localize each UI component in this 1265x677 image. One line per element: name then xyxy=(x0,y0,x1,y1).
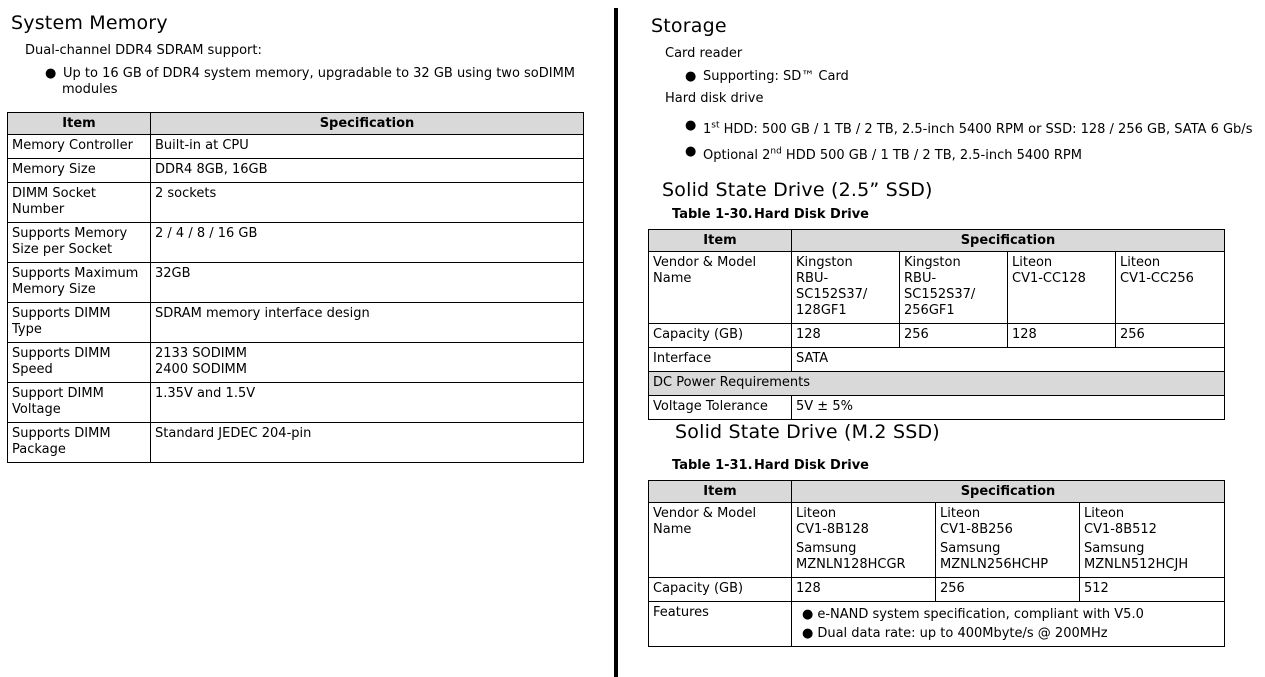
table-row xyxy=(649,602,1225,647)
table-row xyxy=(649,324,1225,348)
voltage-value: 5V ± 5% xyxy=(792,396,1225,420)
memory-item-cell: Memory Controller xyxy=(8,135,151,159)
table-row xyxy=(8,343,584,383)
capacity-cell: 256 xyxy=(900,324,1008,348)
card-reader-bullet xyxy=(685,69,849,85)
vendor-cell: Liteon CV1-CC128 xyxy=(1008,252,1116,324)
hdd-label: Hard disk drive xyxy=(665,91,764,106)
interface-label: Interface xyxy=(649,348,792,372)
memory-item-cell: Supports DIMM Package xyxy=(8,423,151,463)
capacity-cell: 256 xyxy=(936,578,1080,602)
column-divider xyxy=(614,8,618,677)
memory-spec-table xyxy=(7,112,584,463)
interface-value: SATA xyxy=(792,348,1225,372)
memory-intro: Dual-channel DDR4 SDRAM support: xyxy=(25,43,262,58)
table-row xyxy=(649,348,1225,372)
memory-item-cell: Supports Maximum Memory Size xyxy=(8,263,151,303)
bullet-icon: ● xyxy=(802,607,814,622)
table-row xyxy=(649,252,1225,324)
header-item: Item xyxy=(8,113,151,135)
table-caption-1-31: Table 1-31.Hard Disk Drive xyxy=(672,458,870,473)
capacity-cell: 128 xyxy=(792,324,900,348)
dc-power-heading: DC Power Requirements xyxy=(649,372,1225,396)
memory-spec-cell: SDRAM memory interface design xyxy=(151,303,584,343)
capacity-cell: 256 xyxy=(1116,324,1225,348)
table-row xyxy=(8,183,584,223)
hdd1-text: 1st HDD: 500 GB / 1 TB / 2 TB, 2.5-inch 5400 RPM or SSD: 128 / 256 GB, SATA 6 Gb/s xyxy=(703,121,1253,138)
table-row xyxy=(649,503,1225,578)
header-specification: Specification xyxy=(151,113,584,135)
capacity-label: Capacity (GB) xyxy=(649,578,792,602)
table-header-row xyxy=(649,230,1225,252)
ssd25-spec-table xyxy=(648,229,1225,420)
capacity-cell: 128 xyxy=(792,578,936,602)
memory-item-cell: Supports DIMM Speed xyxy=(8,343,151,383)
bullet-icon: ● xyxy=(685,144,697,159)
header-specification: Specification xyxy=(792,230,1225,252)
table-row xyxy=(649,372,1225,396)
memory-spec-cell: 1.35V and 1.5V xyxy=(151,383,584,423)
feature-item: ● e-NAND system specification, compliant with V5.0 xyxy=(802,607,1144,622)
table-row xyxy=(8,423,584,463)
vendor-cell: Liteon CV1-CC256 xyxy=(1116,252,1225,324)
features-label: Features xyxy=(649,602,792,647)
table-header-row xyxy=(649,481,1225,503)
card-reader-value: Supporting: SD™ Card xyxy=(703,69,849,84)
table-row xyxy=(8,223,584,263)
vendor-cell: Liteon CV1-8B256 Samsung MZNLN256HCHP xyxy=(936,503,1080,578)
table-row xyxy=(8,303,584,343)
ssdm2-spec-table xyxy=(648,480,1225,647)
header-specification: Specification xyxy=(792,481,1225,503)
section-title-system-memory: System Memory xyxy=(11,12,168,34)
capacity-cell: 128 xyxy=(1008,324,1116,348)
table-row xyxy=(8,135,584,159)
vendor-cell: Kingston RBU-SC152S37/ 128GF1 xyxy=(792,252,900,324)
table-header-row xyxy=(8,113,584,135)
vendor-cell: Liteon CV1-8B128 Samsung MZNLN128HCGR xyxy=(792,503,936,578)
capacity-cell: 512 xyxy=(1080,578,1225,602)
memory-bullet-line2: modules xyxy=(62,82,118,97)
memory-spec-cell: Built-in at CPU xyxy=(151,135,584,159)
capacity-label: Capacity (GB) xyxy=(649,324,792,348)
memory-item-cell: Support DIMM Voltage xyxy=(8,383,151,423)
memory-item-cell: Memory Size xyxy=(8,159,151,183)
table-row xyxy=(8,159,584,183)
table-row xyxy=(8,263,584,303)
memory-bullet xyxy=(45,66,585,98)
bullet-icon: ● xyxy=(45,66,57,81)
memory-bullet-line1: Up to 16 GB of DDR4 system memory, upgradable to 32 GB using two soDIMM xyxy=(63,66,576,81)
memory-spec-cell: Standard JEDEC 204-pin xyxy=(151,423,584,463)
table-row xyxy=(8,383,584,423)
vendor-cell: Liteon CV1-8B512 Samsung MZNLN512HCJH xyxy=(1080,503,1225,578)
memory-spec-cell: DDR4 8GB, 16GB xyxy=(151,159,584,183)
bullet-icon: ● xyxy=(685,118,697,133)
header-item: Item xyxy=(649,481,792,503)
hdd1-bullet xyxy=(685,118,1252,138)
section-title-storage: Storage xyxy=(651,15,727,37)
table-row xyxy=(649,396,1225,420)
features-cell xyxy=(792,602,1225,647)
voltage-label: Voltage Tolerance xyxy=(649,396,792,420)
header-item: Item xyxy=(649,230,792,252)
memory-item-cell: Supports DIMM Type xyxy=(8,303,151,343)
card-reader-label: Card reader xyxy=(665,46,743,61)
hdd2-bullet xyxy=(685,144,1082,164)
memory-spec-cell: 2133 SODIMM 2400 SODIMM xyxy=(151,343,584,383)
memory-item-cell: Supports Memory Size per Socket xyxy=(8,223,151,263)
bullet-icon: ● xyxy=(802,626,814,641)
bullet-icon: ● xyxy=(685,69,697,84)
table-row xyxy=(649,578,1225,602)
table-caption-1-30: Table 1-30.Hard Disk Drive xyxy=(672,207,870,222)
vendor-label: Vendor & Model Name xyxy=(649,503,792,578)
memory-spec-cell: 2 / 4 / 8 / 16 GB xyxy=(151,223,584,263)
memory-item-cell: DIMM Socket Number xyxy=(8,183,151,223)
feature-item: ● Dual data rate: up to 400Mbyte/s @ 200MHz xyxy=(802,626,1108,641)
vendor-label: Vendor & Model Name xyxy=(649,252,792,324)
hdd2-text: Optional 2nd HDD 500 GB / 1 TB / 2 TB, 2.5-inch 5400 RPM xyxy=(703,147,1082,164)
memory-spec-cell: 32GB xyxy=(151,263,584,303)
section-title-ssd-m2: Solid State Drive (M.2 SSD) xyxy=(675,421,940,443)
vendor-cell: Kingston RBU-SC152S37/ 256GF1 xyxy=(900,252,1008,324)
section-title-ssd-25: Solid State Drive (2.5” SSD) xyxy=(662,179,933,201)
memory-spec-cell: 2 sockets xyxy=(151,183,584,223)
